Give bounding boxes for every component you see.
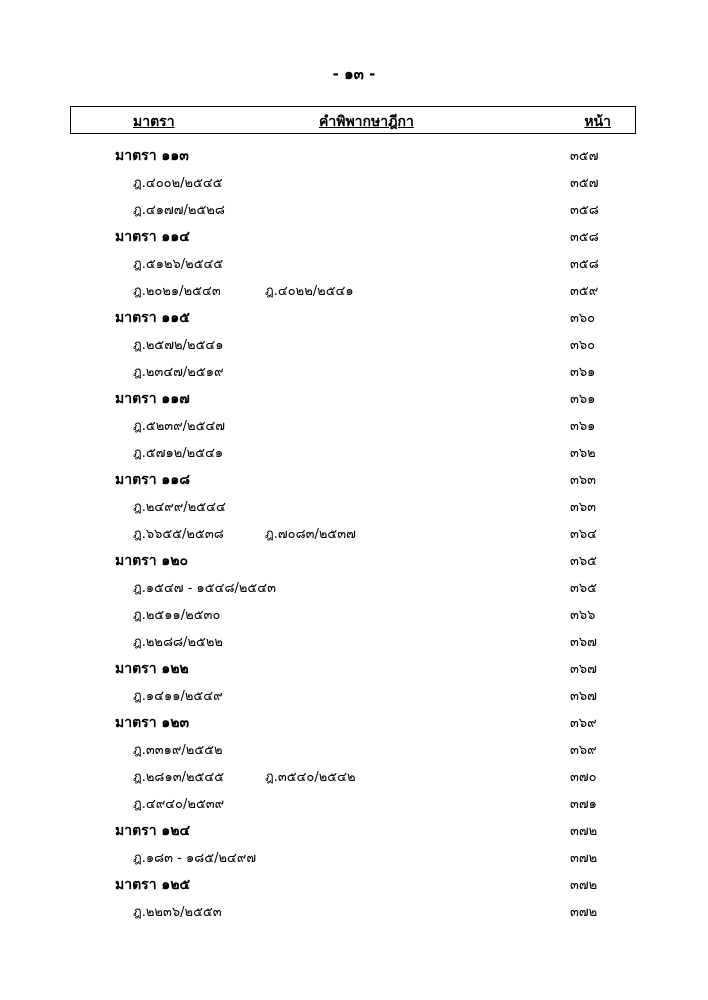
page-ref: ๓๕๘ (570, 203, 599, 218)
page-ref: ๓๖๓ (570, 473, 597, 488)
judgment-ref: ฎ.๑๔๑๑/๒๕๔๙ (133, 689, 223, 704)
judgment-row (0, 410, 708, 437)
judgment-row (0, 491, 708, 518)
page-ref: ๓๗๐ (570, 770, 597, 785)
judgment-row (0, 626, 708, 653)
judgment-row (0, 275, 708, 302)
page-ref: ๓๖๑ (570, 392, 596, 407)
page-ref: ๓๖๕ (570, 581, 597, 596)
judgment-row (0, 680, 708, 707)
judgment-row (0, 761, 708, 788)
page-ref: ๓๕๘ (570, 257, 599, 272)
page-ref: ๓๗๑ (570, 797, 597, 812)
section-row (0, 653, 708, 680)
judgment-ref: ฎ.๒๕๗๒/๒๕๔๑ (133, 338, 224, 353)
judgment-ref: ฎ.๒๓๔๗/๒๕๑๙ (133, 365, 224, 380)
page-ref: ๓๖๐ (570, 338, 596, 353)
judgment-row (0, 599, 708, 626)
section-label: มาตรา ๑๑๗ (115, 391, 190, 407)
section-label: มาตรา ๑๒๐ (115, 553, 189, 569)
judgment-ref: ฎ.๑๕๔๗ - ๑๕๔๘/๒๕๔๓ (133, 581, 276, 596)
judgment-ref-secondary: ฎ.๓๕๔๐/๒๕๔๒ (265, 770, 356, 785)
page-ref: ๓๗๒ (570, 878, 598, 893)
judgment-ref-secondary: ฎ.๗๐๘๓/๒๕๓๗ (265, 527, 356, 542)
section-row (0, 815, 708, 842)
page-ref: ๓๗๒ (570, 824, 598, 839)
judgment-ref: ฎ.๔๐๐๒/๒๕๔๕ (133, 176, 223, 191)
judgment-row (0, 194, 708, 221)
page-number: - ๑๓ - (332, 65, 376, 83)
page-ref: ๓๗๒ (570, 851, 598, 866)
judgment-ref: ฎ.๕๗๑๒/๒๕๔๑ (133, 446, 224, 461)
judgment-row (0, 437, 708, 464)
page-ref: ๓๖๖ (570, 608, 596, 623)
judgment-ref-secondary: ฎ.๔๐๒๒/๒๕๔๑ (265, 284, 354, 299)
page-ref: ๓๖๗ (570, 635, 597, 650)
page-ref: ๓๖๑ (570, 365, 596, 380)
judgment-ref: ฎ.๔๙๔๐/๒๕๓๙ (133, 797, 225, 812)
judgment-ref: ฎ.๒๒๓๖/๒๕๕๓ (133, 905, 222, 920)
judgment-ref: ฎ.๖๖๕๕/๒๕๓๘ (133, 527, 224, 542)
section-row (0, 302, 708, 329)
judgment-ref: ฎ.๒๔๙๙/๒๕๔๔ (133, 500, 226, 515)
judgment-row (0, 167, 708, 194)
section-row (0, 545, 708, 572)
section-label: มาตรา ๑๑๓ (115, 148, 189, 164)
section-row (0, 464, 708, 491)
section-row (0, 221, 708, 248)
judgment-ref: ฎ.๔๑๗๗/๒๕๒๘ (133, 203, 225, 218)
header-judgment-column: คำพิพากษาฎีกา (319, 114, 414, 130)
section-label: มาตรา ๑๑๘ (115, 472, 191, 488)
section-label: มาตรา ๑๒๔ (115, 823, 191, 839)
section-label: มาตรา ๑๒๓ (115, 715, 190, 731)
page-ref: ๓๖๐ (570, 311, 596, 326)
judgment-ref: ฎ.๑๘๓ - ๑๘๕/๒๔๙๗ (133, 851, 257, 866)
judgment-row (0, 248, 708, 275)
section-label: มาตรา ๑๒๕ (115, 877, 191, 893)
judgment-row (0, 734, 708, 761)
judgment-ref: ฎ.๒๘๑๓/๒๕๔๕ (133, 770, 225, 785)
section-row (0, 140, 708, 167)
page-ref: ๓๕๗ (570, 176, 599, 191)
page-ref: ๓๖๗ (570, 662, 597, 677)
page-ref: ๓๕๘ (570, 230, 599, 245)
judgment-row (0, 842, 708, 869)
section-label: มาตรา ๑๑๕ (115, 310, 190, 326)
table-header (70, 106, 636, 134)
index-entries (0, 140, 708, 923)
page-ref: ๓๖๒ (570, 446, 596, 461)
section-label: มาตรา ๑๑๔ (115, 229, 190, 245)
section-row (0, 869, 708, 896)
page-ref: ๓๖๑ (570, 419, 596, 434)
header-section-column: มาตรา (133, 114, 175, 130)
judgment-row (0, 572, 708, 599)
judgment-ref: ฎ.๓๓๑๙/๒๕๕๒ (133, 743, 223, 758)
page-ref: ๓๖๓ (570, 500, 597, 515)
judgment-ref: ฎ.๒๕๑๑/๒๕๓๐ (133, 608, 221, 623)
page-ref: ๓๖๔ (570, 527, 597, 542)
judgment-ref: ฎ.๕๒๓๙/๒๕๔๗ (133, 419, 226, 434)
page-ref: ๓๖๗ (570, 689, 597, 704)
page-ref: ๓๗๒ (570, 905, 598, 920)
judgment-ref: ฎ.๕๑๒๖/๒๕๔๕ (133, 257, 224, 272)
section-label: มาตรา ๑๒๒ (115, 661, 189, 677)
judgment-row (0, 329, 708, 356)
judgment-ref: ฎ.๒๐๒๑/๒๕๔๓ (133, 284, 221, 299)
page-ref: ๓๕๙ (570, 284, 599, 299)
judgment-ref: ฎ.๒๒๘๘/๒๕๒๒ (133, 635, 223, 650)
judgment-row (0, 356, 708, 383)
section-row (0, 383, 708, 410)
judgment-row (0, 518, 708, 545)
header-page-column: หน้า (584, 114, 611, 130)
page-ref: ๓๖๙ (570, 743, 597, 758)
page-ref: ๓๕๗ (570, 149, 599, 164)
section-row (0, 707, 708, 734)
page-ref: ๓๖๕ (570, 554, 597, 569)
judgment-row (0, 788, 708, 815)
page-ref: ๓๖๙ (570, 716, 597, 731)
judgment-row (0, 896, 708, 923)
